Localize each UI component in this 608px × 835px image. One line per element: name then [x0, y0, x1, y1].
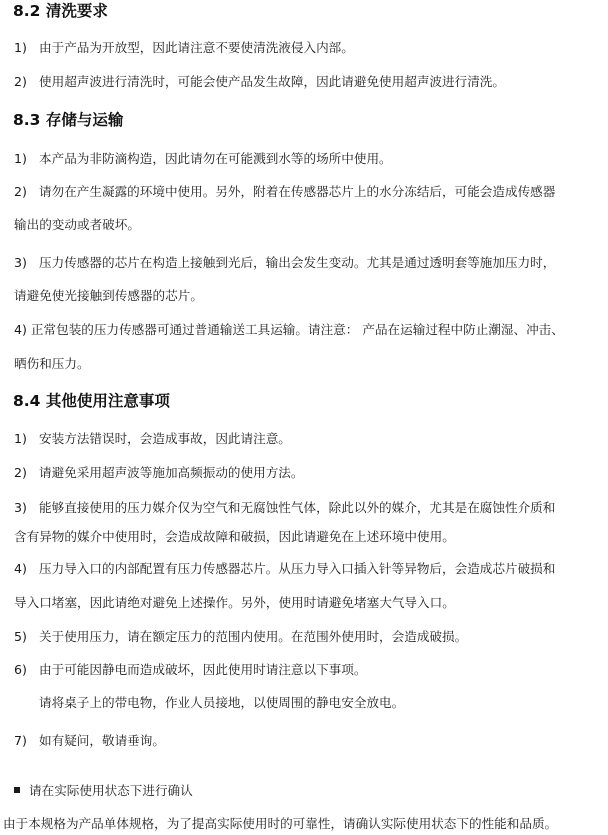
item-number: 2) [14, 465, 27, 480]
item-text: 如有疑问，敬请垂询。 [39, 733, 165, 748]
item-continuation: 导入口堵塞，因此请绝对避免上述操作。另外，使用时请避免堵塞大气导入口。 [14, 595, 455, 610]
item-indented-note: 请将桌子上的带电物，作业人员接地，以使周围的静电安全放电。 [39, 695, 405, 710]
item-number: 6) [14, 662, 27, 677]
item-text: 安装方法错误时，会造成事故，因此请注意。 [39, 431, 291, 446]
item-text: 由于产品为开放型，因此请注意不要使清洗液侵入内部。 [39, 40, 354, 55]
list-item [14, 254, 555, 272]
list-item [14, 73, 505, 91]
item-number: 1) [14, 151, 27, 166]
item-number: 3) [14, 500, 27, 515]
item-text: 压力导入口的内部配置有压力传感器芯片。从压力导入口插入针等异物后，会造成芯片破损和 [39, 561, 556, 576]
item-text: 请避免采用超声波等施加高频振动的使用方法。 [39, 465, 304, 480]
item-number: 3) [14, 255, 27, 270]
note-body: 由于本规格为产品单体规格，为了提高实际使用时的可靠性，请确认实际使用状态下的性能和品质。 [3, 816, 558, 831]
item-text: 使用超声波进行清洗时，可能会使产品发生故障，因此请避免使用超声波进行清洗。 [39, 74, 505, 89]
list-item [14, 39, 354, 57]
list-item [14, 661, 366, 679]
list-item [14, 150, 392, 168]
list-item [14, 560, 555, 578]
item-number: 1) [14, 431, 27, 446]
item-text: 关于使用压力，请在额定压力的范围内使用。在范围外使用时，会造成破损。 [39, 629, 468, 644]
list-item [14, 183, 555, 201]
item-continuation: 含有异物的媒介中使用时，会造成故障和破损，因此请避免在上述环境中使用。 [14, 529, 455, 544]
list-item [14, 464, 303, 482]
item-text: 压力传感器的芯片在构造上接触到光后，输出会发生变动。尤其是通过透明套等施加压力时， [39, 255, 556, 270]
section-heading-8-3: 8.3 存储与运输 [13, 111, 124, 129]
item-text: 请勿在产生凝露的环境中使用。另外，附着在传感器芯片上的水分冻结后，可能会造成传感器 [39, 184, 556, 199]
item-continuation: 晒伤和压力。 [14, 356, 90, 371]
section-heading-8-2: 8.2 清洗要求 [13, 2, 108, 20]
item-continuation: 输出的变动或者破坏。 [14, 217, 140, 232]
item-number: 7) [14, 733, 27, 748]
item-number: 1) [14, 40, 27, 55]
note-bullet-text: 请在实际使用状态下进行确认 [29, 783, 193, 798]
list-item [14, 321, 564, 339]
item-text: 由于可能因静电而造成破坏，因此使用时请注意以下事项。 [39, 662, 367, 677]
list-item [14, 430, 291, 448]
list-item [14, 499, 555, 517]
square-bullet-icon [14, 787, 20, 793]
list-item [14, 628, 467, 646]
item-number: 2) [14, 184, 27, 199]
note-bullet [14, 782, 193, 800]
item-text: 4) 正常包装的压力传感器可通过普通输送工具运输。请注意： 产品在运输过程中防止潮湿、冲击、 [14, 322, 564, 337]
item-number: 4) [14, 561, 27, 576]
list-item [14, 732, 165, 750]
item-number: 2) [14, 74, 27, 89]
item-number: 5) [14, 629, 27, 644]
item-text: 能够直接使用的压力媒介仅为空气和无腐蚀性气体，除此以外的媒介，尤其是在腐蚀性介质和 [39, 500, 556, 515]
section-heading-8-4: 8.4 其他使用注意事项 [13, 392, 170, 410]
item-text: 本产品为非防滴构造，因此请勿在可能溅到水等的场所中使用。 [39, 151, 392, 166]
item-continuation: 请避免使光接触到传感器的芯片。 [14, 288, 203, 303]
